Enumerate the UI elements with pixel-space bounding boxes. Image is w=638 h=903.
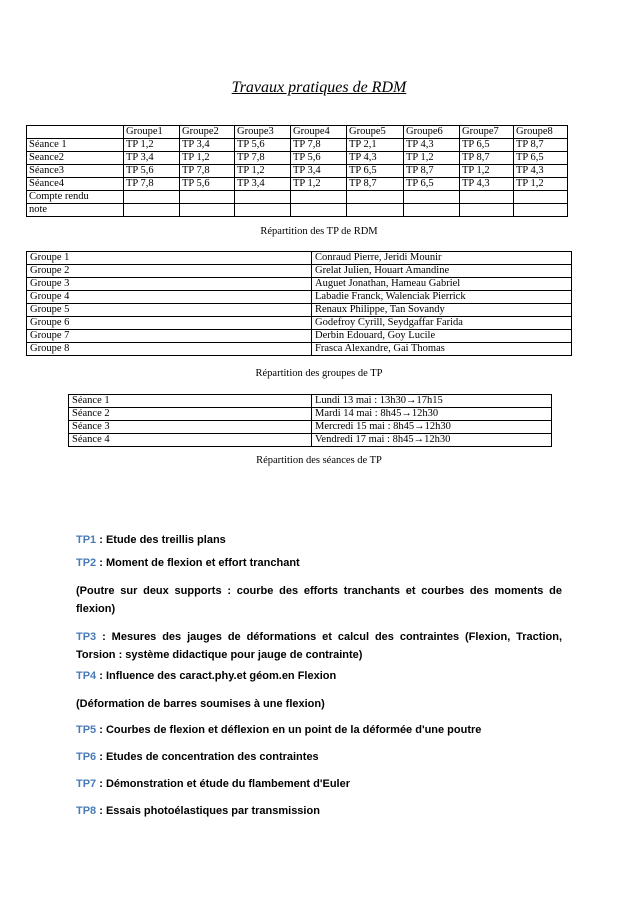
table-cell: TP 5,6 bbox=[291, 152, 347, 165]
table-row bbox=[69, 434, 552, 447]
table-cell: Séance3 bbox=[27, 165, 124, 178]
table-row bbox=[27, 152, 568, 165]
column-header: Groupe7 bbox=[460, 126, 514, 139]
table-cell bbox=[235, 191, 291, 204]
table-cell: Groupe 5 bbox=[27, 304, 312, 317]
table-cell: Vendredi 17 mai : 8h45→12h30 bbox=[312, 434, 552, 447]
table-cell bbox=[347, 204, 404, 217]
tp-number: TP5 bbox=[76, 724, 97, 736]
table-cell: Séance 1 bbox=[27, 139, 124, 152]
table-cell: Groupe 4 bbox=[27, 291, 312, 304]
table-cell: Groupe 6 bbox=[27, 317, 312, 330]
table-cell: TP 3,4 bbox=[180, 139, 235, 152]
table-cell bbox=[291, 191, 347, 204]
table-cell: Compte rendu bbox=[27, 191, 124, 204]
column-header: Groupe4 bbox=[291, 126, 347, 139]
table-cell: note bbox=[27, 204, 124, 217]
table-row bbox=[69, 421, 552, 434]
column-header: Groupe2 bbox=[180, 126, 235, 139]
table-cell: TP 7,8 bbox=[180, 165, 235, 178]
tp-description: : Mesures des jauges de déformations et calcul des contraintes (Flexion, Traction, Torsion : système didactique pour jauge de contrainte) bbox=[76, 631, 562, 661]
table-cell bbox=[124, 191, 180, 204]
table-header-row bbox=[27, 126, 568, 139]
table-cell: Séance 1 bbox=[69, 395, 312, 408]
tp-item bbox=[76, 695, 562, 713]
sessions-caption: Répartition des séances de TP bbox=[256, 455, 382, 466]
table-cell: TP 8,7 bbox=[404, 165, 460, 178]
tp-description: : Démonstration et étude du flambement d'Euler bbox=[96, 778, 350, 790]
table-cell bbox=[514, 204, 568, 217]
table-cell: TP 7,8 bbox=[291, 139, 347, 152]
table-cell: TP 1,2 bbox=[514, 178, 568, 191]
tp-item bbox=[76, 775, 562, 793]
table-row bbox=[27, 191, 568, 204]
table-cell: TP 6,5 bbox=[404, 178, 460, 191]
table-cell: Auguet Jonathan, Hameau Gabriel bbox=[312, 278, 572, 291]
table-cell bbox=[514, 191, 568, 204]
tp-description: (Poutre sur deux supports : courbe des efforts tranchants et courbes des moments de flexion) bbox=[76, 585, 562, 615]
table-cell bbox=[291, 204, 347, 217]
table-cell: Conraud Pierre, Jeridi Mounir bbox=[312, 252, 572, 265]
table-cell: TP 5,6 bbox=[235, 139, 291, 152]
table-row bbox=[27, 139, 568, 152]
table-cell bbox=[460, 204, 514, 217]
tp-number: TP1 bbox=[76, 534, 97, 546]
table-cell: TP 6,5 bbox=[347, 165, 404, 178]
table-row bbox=[27, 278, 572, 291]
table-cell: TP 1,2 bbox=[291, 178, 347, 191]
tp-number: TP3 bbox=[76, 631, 97, 643]
table-cell: Mardi 14 mai : 8h45→12h30 bbox=[312, 408, 552, 421]
table-row bbox=[27, 291, 572, 304]
schedule-table bbox=[26, 125, 568, 217]
table-cell: TP 6,5 bbox=[514, 152, 568, 165]
table-cell: Godefroy Cyrill, Seydgaffar Farida bbox=[312, 317, 572, 330]
groups-caption: Répartition des groupes de TP bbox=[255, 368, 383, 379]
table-cell: Groupe 7 bbox=[27, 330, 312, 343]
table-cell: TP 4,3 bbox=[404, 139, 460, 152]
schedule-caption: Répartition des TP de RDM bbox=[260, 226, 378, 237]
table-cell: TP 8,7 bbox=[347, 178, 404, 191]
tp-item bbox=[76, 531, 562, 549]
tp-item bbox=[76, 802, 562, 820]
table-cell: TP 7,8 bbox=[235, 152, 291, 165]
table-row bbox=[27, 265, 572, 278]
table-cell: TP 4,3 bbox=[347, 152, 404, 165]
table-cell: TP 1,2 bbox=[460, 165, 514, 178]
tp-item bbox=[76, 554, 562, 572]
column-header bbox=[27, 126, 124, 139]
column-header: Groupe3 bbox=[235, 126, 291, 139]
table-cell: Derbin Edouard, Goy Lucile bbox=[312, 330, 572, 343]
table-cell: TP 4,3 bbox=[460, 178, 514, 191]
table-cell: TP 8,7 bbox=[514, 139, 568, 152]
tp-number: TP4 bbox=[76, 670, 97, 682]
tp-description: : Etude des treillis plans bbox=[96, 534, 226, 546]
table-cell: TP 5,6 bbox=[180, 178, 235, 191]
table-cell: Frasca Alexandre, Gai Thomas bbox=[312, 343, 572, 356]
tp-description: : Moment de flexion et effort tranchant bbox=[96, 557, 300, 569]
table-row bbox=[27, 343, 572, 356]
groups-table bbox=[26, 251, 572, 356]
table-cell: Renaux Philippe, Tan Sovandy bbox=[312, 304, 572, 317]
table-cell: Groupe 2 bbox=[27, 265, 312, 278]
table-cell: Groupe 3 bbox=[27, 278, 312, 291]
table-cell: TP 3,4 bbox=[291, 165, 347, 178]
table-cell: TP 8,7 bbox=[460, 152, 514, 165]
table-row bbox=[69, 408, 552, 421]
column-header: Groupe1 bbox=[124, 126, 180, 139]
column-header: Groupe8 bbox=[514, 126, 568, 139]
table-cell: Lundi 13 mai : 13h30→17h15 bbox=[312, 395, 552, 408]
table-row bbox=[27, 317, 572, 330]
table-cell: TP 1,2 bbox=[124, 139, 180, 152]
table-cell: Groupe 8 bbox=[27, 343, 312, 356]
tp-description: : Influence des caract.phy.et géom.en Flexion bbox=[96, 670, 337, 682]
tp-description: (Déformation de barres soumises à une flexion) bbox=[76, 698, 325, 710]
table-cell bbox=[180, 204, 235, 217]
table-row bbox=[27, 330, 572, 343]
table-cell bbox=[347, 191, 404, 204]
sessions-table bbox=[68, 394, 552, 447]
tp-description: : Courbes de flexion et déflexion en un point de la déformée d'une poutre bbox=[96, 724, 482, 736]
tp-number: TP2 bbox=[76, 557, 97, 569]
tp-item bbox=[76, 628, 562, 664]
table-cell: TP 6,5 bbox=[460, 139, 514, 152]
tp-number: TP8 bbox=[76, 805, 97, 817]
table-cell: TP 1,2 bbox=[180, 152, 235, 165]
table-cell: TP 7,8 bbox=[124, 178, 180, 191]
table-row bbox=[27, 165, 568, 178]
table-cell bbox=[404, 191, 460, 204]
table-row bbox=[69, 395, 552, 408]
table-row bbox=[27, 204, 568, 217]
table-row bbox=[27, 304, 572, 317]
table-cell bbox=[235, 204, 291, 217]
table-cell: TP 1,2 bbox=[404, 152, 460, 165]
page-title: Travaux pratiques de RDM bbox=[231, 79, 407, 96]
table-cell: TP 3,4 bbox=[235, 178, 291, 191]
table-cell bbox=[124, 204, 180, 217]
column-header: Groupe5 bbox=[347, 126, 404, 139]
table-cell: Séance 3 bbox=[69, 421, 312, 434]
table-row bbox=[27, 178, 568, 191]
table-cell: TP 3,4 bbox=[124, 152, 180, 165]
table-cell: Labadie Franck, Walenciak Pierrick bbox=[312, 291, 572, 304]
table-cell: Seance2 bbox=[27, 152, 124, 165]
table-cell: TP 4,3 bbox=[514, 165, 568, 178]
table-cell: Mercredi 15 mai : 8h45→12h30 bbox=[312, 421, 552, 434]
table-cell: Groupe 1 bbox=[27, 252, 312, 265]
table-cell bbox=[460, 191, 514, 204]
tp-item bbox=[76, 667, 562, 685]
tp-number: TP6 bbox=[76, 751, 97, 763]
table-cell bbox=[404, 204, 460, 217]
tp-description: : Essais photoélastiques par transmission bbox=[96, 805, 320, 817]
table-row bbox=[27, 252, 572, 265]
tp-number: TP7 bbox=[76, 778, 97, 790]
table-cell: Séance4 bbox=[27, 178, 124, 191]
table-cell: TP 1,2 bbox=[235, 165, 291, 178]
table-cell bbox=[180, 191, 235, 204]
tp-item bbox=[76, 748, 562, 766]
table-cell: Séance 2 bbox=[69, 408, 312, 421]
column-header: Groupe6 bbox=[404, 126, 460, 139]
tp-item bbox=[76, 582, 562, 618]
table-cell: Séance 4 bbox=[69, 434, 312, 447]
table-cell: Grelat Julien, Houart Amandine bbox=[312, 265, 572, 278]
tp-description: : Etudes de concentration des contraintes bbox=[96, 751, 319, 763]
tp-item bbox=[76, 721, 562, 739]
table-cell: TP 2,1 bbox=[347, 139, 404, 152]
table-cell: TP 5,6 bbox=[124, 165, 180, 178]
